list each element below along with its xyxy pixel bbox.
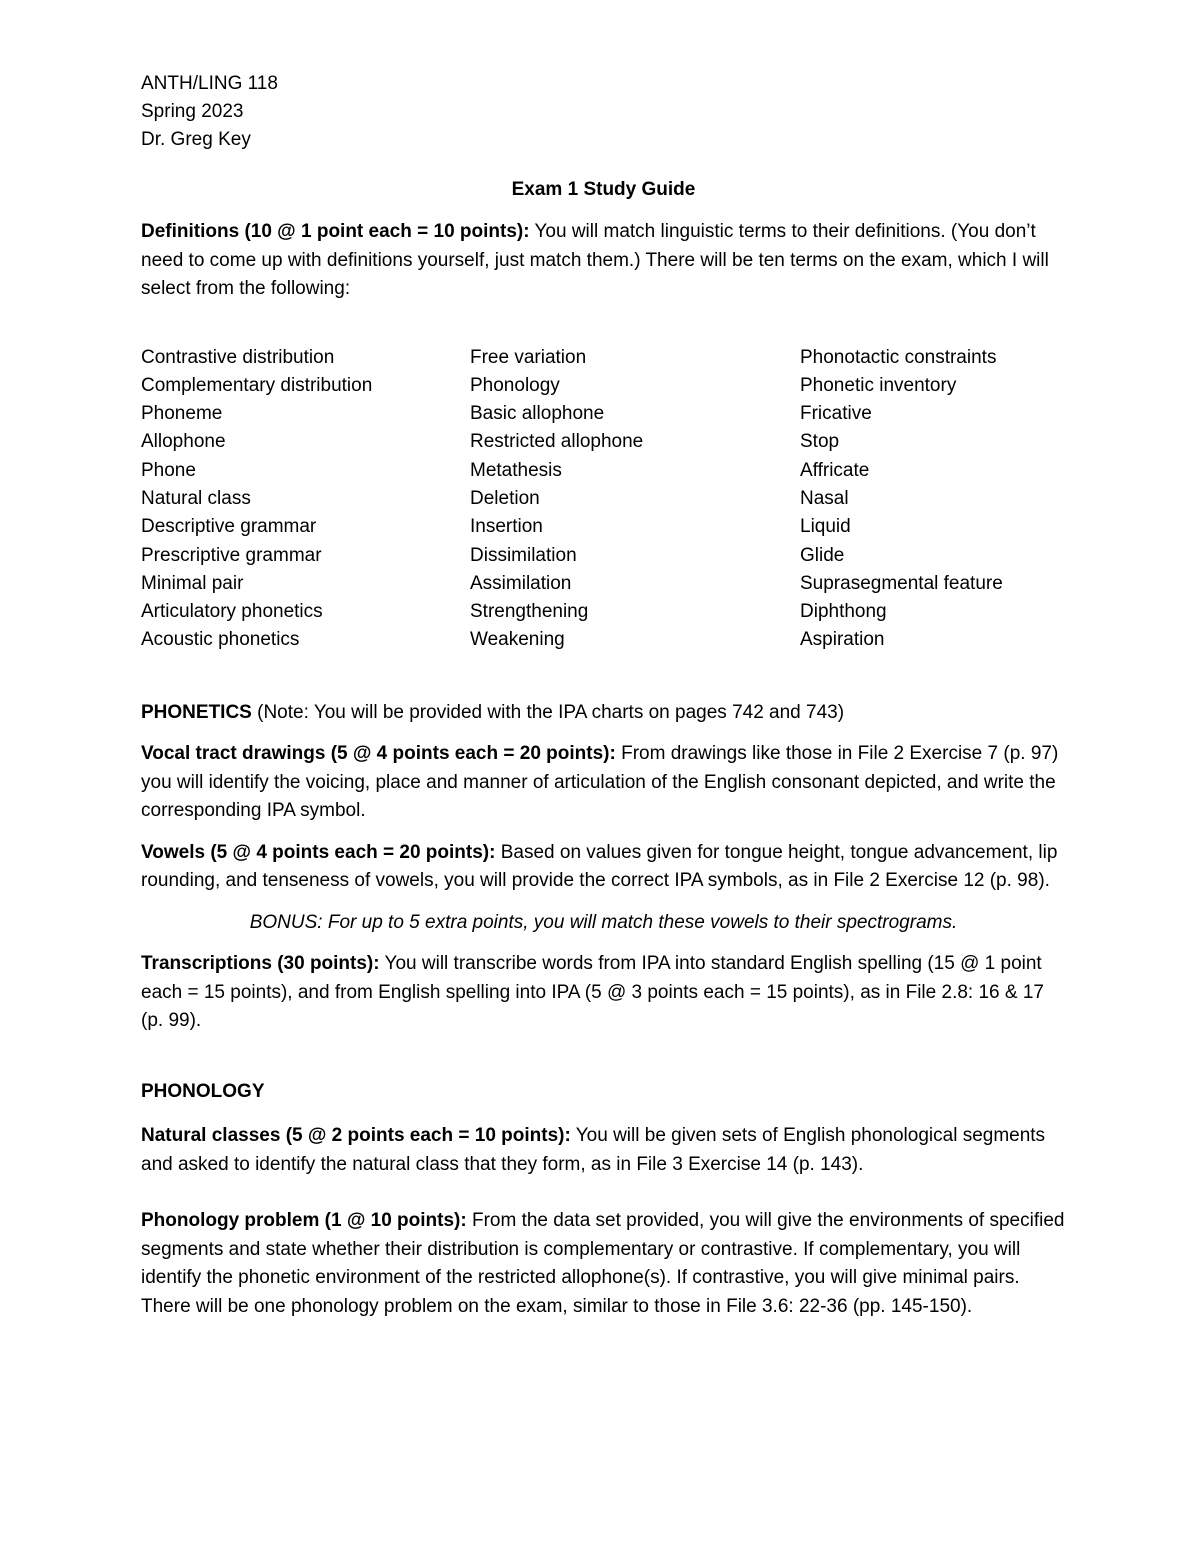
term-item: Liquid (800, 516, 851, 538)
natural-classes-heading: Natural classes (5 @ 2 points each = 10 points): (141, 1125, 571, 1147)
phonology-problem-text: From the data set provided, you will give the environments of specified segments and state whether their distribution is complementary or contrastive. If complementary, you will identify the phonetic environment of the restricted allophone(s). If contrastive, you will give minimal pairs. There will be one phonology problem on the exam, similar to those in File 3.6: 22-36 (pp. 145-150). (141, 1210, 1065, 1317)
term-item: Phone (141, 459, 196, 481)
phonology-problem-paragraph (141, 1207, 1066, 1321)
term-item: Articulatory phonetics (141, 601, 323, 623)
term-item: Aspiration (800, 629, 885, 651)
natural-classes-text: You will be given sets of English phonological segments and asked to identify the natural class that they form, as in File 3 Exercise 14 (p. 143). (141, 1125, 1046, 1175)
vocal-tract-heading: Vocal tract drawings (5 @ 4 points each = 20 points): (141, 743, 616, 765)
term-item: Stop (800, 431, 840, 453)
terms-column-1 (141, 344, 470, 655)
term-item: Nasal (800, 487, 849, 509)
term-item: Restricted allophone (470, 431, 644, 453)
term-item: Strengthening (470, 601, 589, 623)
phonology-problem-heading: Phonology problem (1 @ 10 points): (141, 1210, 467, 1232)
phonetics-heading: PHONETICS (141, 701, 252, 723)
vowels-paragraph (141, 839, 1066, 896)
term-item: Prescriptive grammar (141, 544, 322, 566)
term-item: Affricate (800, 459, 870, 481)
terms-column-2 (470, 344, 800, 655)
transcriptions-paragraph (141, 950, 1066, 1036)
term-item: Minimal pair (141, 572, 244, 594)
vocal-tract-paragraph (141, 740, 1066, 826)
term-item: Weakening (470, 629, 565, 651)
term-item: Metathesis (470, 459, 562, 481)
definitions-heading: Definitions (10 @ 1 point each = 10 points): (141, 221, 530, 242)
term-item: Dissimilation (470, 544, 577, 566)
vowels-heading: Vowels (5 @ 4 points each = 20 points): (141, 841, 496, 863)
term-item: Phonetic inventory (800, 374, 957, 396)
definitions-text: You will match linguistic terms to their definitions. (You don’t need to come up with definitions yourself, just match them.) There will be ten terms on the exam, which I will select from the following: (141, 221, 1049, 299)
term: Spring 2023 (141, 101, 244, 122)
term-item: Fricative (800, 403, 872, 425)
bonus-note: BONUS: For up to 5 extra points, you will match these vowels to their spectrograms. (249, 911, 958, 933)
vowels-text: Based on values given for tongue height, tongue advancement, lip rounding, and tenseness of vowels, you will provide the correct IPA symbols, as in File 2 Exercise 12 (p. 98). (141, 841, 1058, 892)
terms-column-3 (800, 344, 1066, 655)
vocal-tract-text: From drawings like those in File 2 Exercise 7 (p. 97) you will identify the voicing, place and manner of articulation of the English consonant depicted, and write the corresponding IPA symbol. (141, 743, 1059, 822)
term-item: Phonology (470, 374, 560, 396)
natural-classes-paragraph (141, 1122, 1066, 1179)
term-item: Allophone (141, 431, 226, 453)
term-item: Insertion (470, 516, 543, 538)
document-header (141, 70, 1066, 154)
term-item: Diphthong (800, 601, 887, 623)
terms-list (141, 344, 1066, 655)
term-item: Glide (800, 544, 845, 566)
transcriptions-text: You will transcribe words from IPA into standard English spelling (15 @ 1 point each = 15 points), and from English spelling into IPA (5 @ 3 points each = 15 points), as in File 2.8: 16 & 17 (p. 99). (141, 953, 1044, 1032)
term-item: Deletion (470, 487, 540, 509)
term-item: Basic allophone (470, 403, 605, 425)
term-item: Assimilation (470, 572, 572, 594)
term-item: Suprasegmental feature (800, 572, 1003, 594)
term-item: Phoneme (141, 403, 223, 425)
page-title: Exam 1 Study Guide (511, 179, 696, 200)
term-item: Complementary distribution (141, 374, 373, 396)
course-code: ANTH/LING 118 (141, 73, 278, 94)
definitions-paragraph (141, 218, 1066, 304)
phonetics-note: (Note: You will be provided with the IPA charts on pages 742 and 743) (251, 701, 845, 723)
term-item: Natural class (141, 487, 251, 509)
phonetics-section-heading (141, 699, 1066, 728)
term-item: Contrastive distribution (141, 346, 335, 368)
term-item: Free variation (470, 346, 587, 368)
transcriptions-heading: Transcriptions (30 points): (141, 953, 380, 975)
instructor: Dr. Greg Key (141, 129, 251, 150)
phonology-heading: PHONOLOGY (141, 1080, 265, 1102)
term-item: Descriptive grammar (141, 516, 317, 538)
term-item: Phonotactic constraints (800, 346, 997, 368)
document-page (141, 70, 1066, 1321)
term-item: Acoustic phonetics (141, 629, 300, 651)
